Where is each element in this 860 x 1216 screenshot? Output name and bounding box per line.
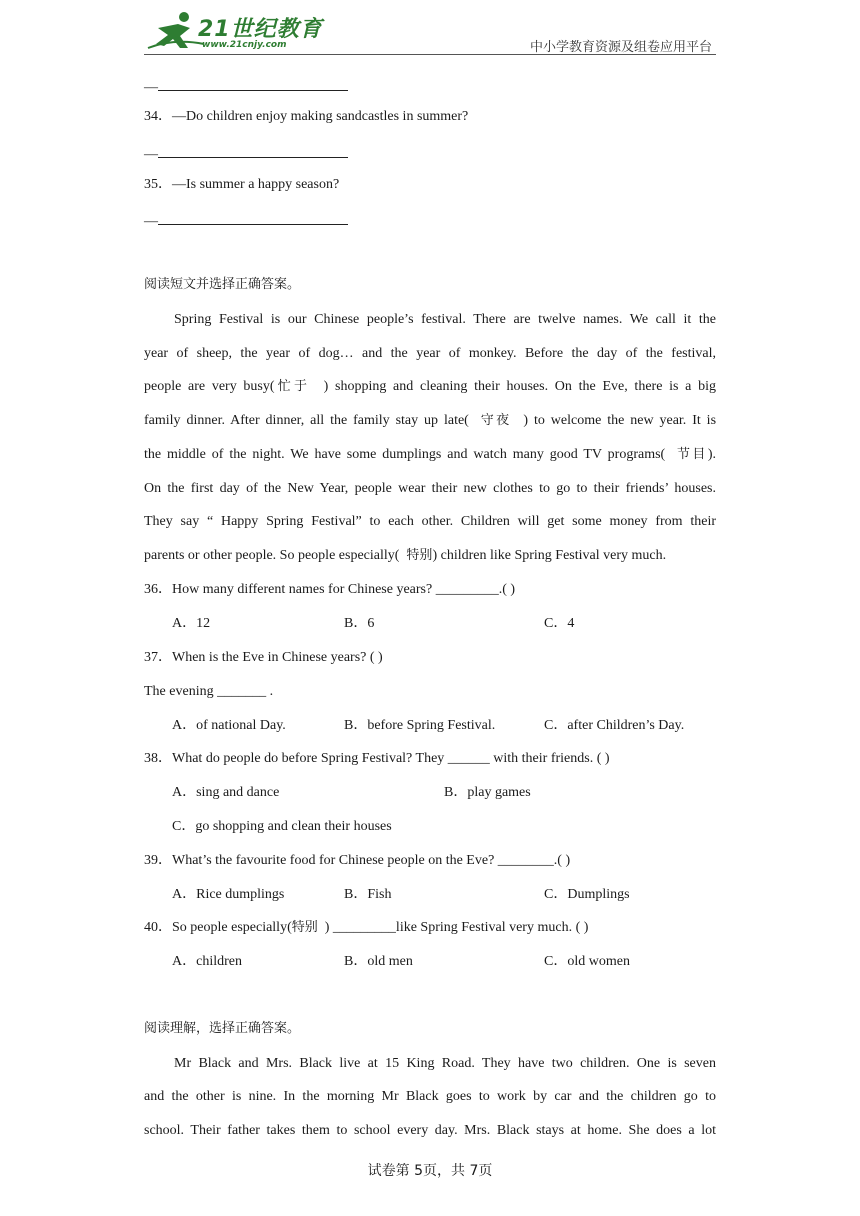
question-38-stem: 38．What do people do before Spring Festival? They ______ with their friends. ( ) <box>144 751 610 766</box>
q40-option-c[interactable]: C．old women <box>544 954 630 969</box>
page-footer: 试卷第 5页，共 7页 <box>367 1163 493 1179</box>
text-segment: ) children like Spring Festival very much. <box>432 548 667 563</box>
answer-blank[interactable] <box>158 143 348 158</box>
question-37-stem: 37．When is the Eve in Chinese years? ( ) <box>144 650 383 665</box>
passage1-line-2: year of sheep, the year of dog… and the year of monkey. Before the day of the festival, <box>144 346 716 361</box>
answer-blank[interactable] <box>158 210 348 225</box>
q37-option-c[interactable]: C．after Children’s Day. <box>544 718 685 733</box>
page-header <box>144 8 716 56</box>
q37-option-b[interactable]: B．before Spring Festival. <box>344 718 496 733</box>
q39-option-a[interactable]: A．Rice dumplings <box>172 887 285 902</box>
answer-blank[interactable] <box>158 76 348 91</box>
q40-option-a[interactable]: A．children <box>172 954 242 969</box>
text-segment: people are very busy( <box>144 379 275 394</box>
question-40-stem <box>144 919 588 937</box>
passage2-line-1: Mr Black and Mrs. Black live at 15 King Road. They have two children. One is seven <box>174 1056 716 1071</box>
logo <box>144 8 324 54</box>
chinese-gloss: 节目 <box>677 447 708 462</box>
chinese-gloss: 特别 <box>406 548 433 563</box>
question-36-stem: 36．How many different names for Chinese years? _________.( ) <box>144 582 516 597</box>
answer-line-33 <box>144 76 348 97</box>
question-39-stem: 39．What’s the favourite food for Chinese people on the Eve? ________.( ) <box>144 853 571 868</box>
text-segment: ) to welcome the new year. It is <box>523 413 717 428</box>
logo-url-text: www.21cnjy.com <box>202 40 287 50</box>
text-segment: family dinner. After dinner, all the family stay up late( <box>144 413 469 428</box>
q36-option-b[interactable]: B．6 <box>344 616 375 631</box>
answer-dash: — <box>144 80 158 95</box>
passage1-line-7: They say “ Happy Spring Festival” to each other. Children will get some money from their <box>144 514 716 529</box>
q36-option-a[interactable]: A．12 <box>172 616 211 631</box>
passage2-line-3: school. Their father takes them to school every day. Mrs. Black stays at home. She does a lot <box>144 1123 716 1138</box>
answer-line-35 <box>144 210 348 231</box>
question-35: 35．—Is summer a happy season? <box>144 177 340 192</box>
text-segment: ) _________like Spring Festival very much. ( ) <box>324 920 589 935</box>
q38-option-a[interactable]: A．sing and dance <box>172 785 280 800</box>
chinese-gloss: 特别 <box>291 920 318 935</box>
header-divider <box>144 54 716 55</box>
answer-dash: — <box>144 147 158 162</box>
section-title-2: 阅读理解，选择正确答案。 <box>144 1021 301 1036</box>
passage2-line-2: and the other is nine. In the morning Mr Black goes to work by car and the children go to <box>144 1089 716 1104</box>
text-segment: 40．So people especially( <box>144 920 292 935</box>
passage1-line-5 <box>144 446 716 464</box>
q39-option-b[interactable]: B．Fish <box>344 887 392 902</box>
section-title-1: 阅读短文并选择正确答案。 <box>144 277 301 292</box>
question-34: 34．—Do children enjoy making sandcastles in summer? <box>144 109 469 124</box>
q37-option-a[interactable]: A．of national Day. <box>172 718 286 733</box>
q36-option-c[interactable]: C．4 <box>544 616 575 631</box>
logo-main-text: 21世纪教育 <box>198 17 323 42</box>
text-segment: the middle of the night. We have some dumplings and watch many good TV programs( <box>144 447 666 462</box>
chinese-gloss: 守夜 <box>480 413 512 428</box>
text-segment: ) shopping and cleaning their houses. On the Eve, there is a big <box>323 379 716 394</box>
q40-option-b[interactable]: B．old men <box>344 954 413 969</box>
q38-option-b[interactable]: B．play games <box>444 785 531 800</box>
answer-dash: — <box>144 214 158 229</box>
passage1-line-8 <box>144 547 666 565</box>
chinese-gloss: 忙于 <box>274 379 311 394</box>
answer-line-34 <box>144 143 348 164</box>
header-platform-text: 中小学教育资源及组卷应用平台 <box>529 40 712 55</box>
passage1-line-4 <box>144 412 716 430</box>
passage1-line-3 <box>144 378 716 396</box>
passage1-line-6: On the first day of the New Year, people wear their new clothes to go to their friends’ houses. <box>144 481 716 496</box>
q38-option-c[interactable]: C．go shopping and clean their houses <box>172 819 392 834</box>
passage1-line-1: Spring Festival is our Chinese people’s festival. There are twelve names. We call it the <box>174 312 716 327</box>
q39-option-c[interactable]: C．Dumplings <box>544 887 630 902</box>
text-segment: ). <box>707 447 717 462</box>
text-segment: parents or other people. So people especially( <box>144 548 400 563</box>
question-37-stem-2: The evening _______ . <box>144 684 274 699</box>
